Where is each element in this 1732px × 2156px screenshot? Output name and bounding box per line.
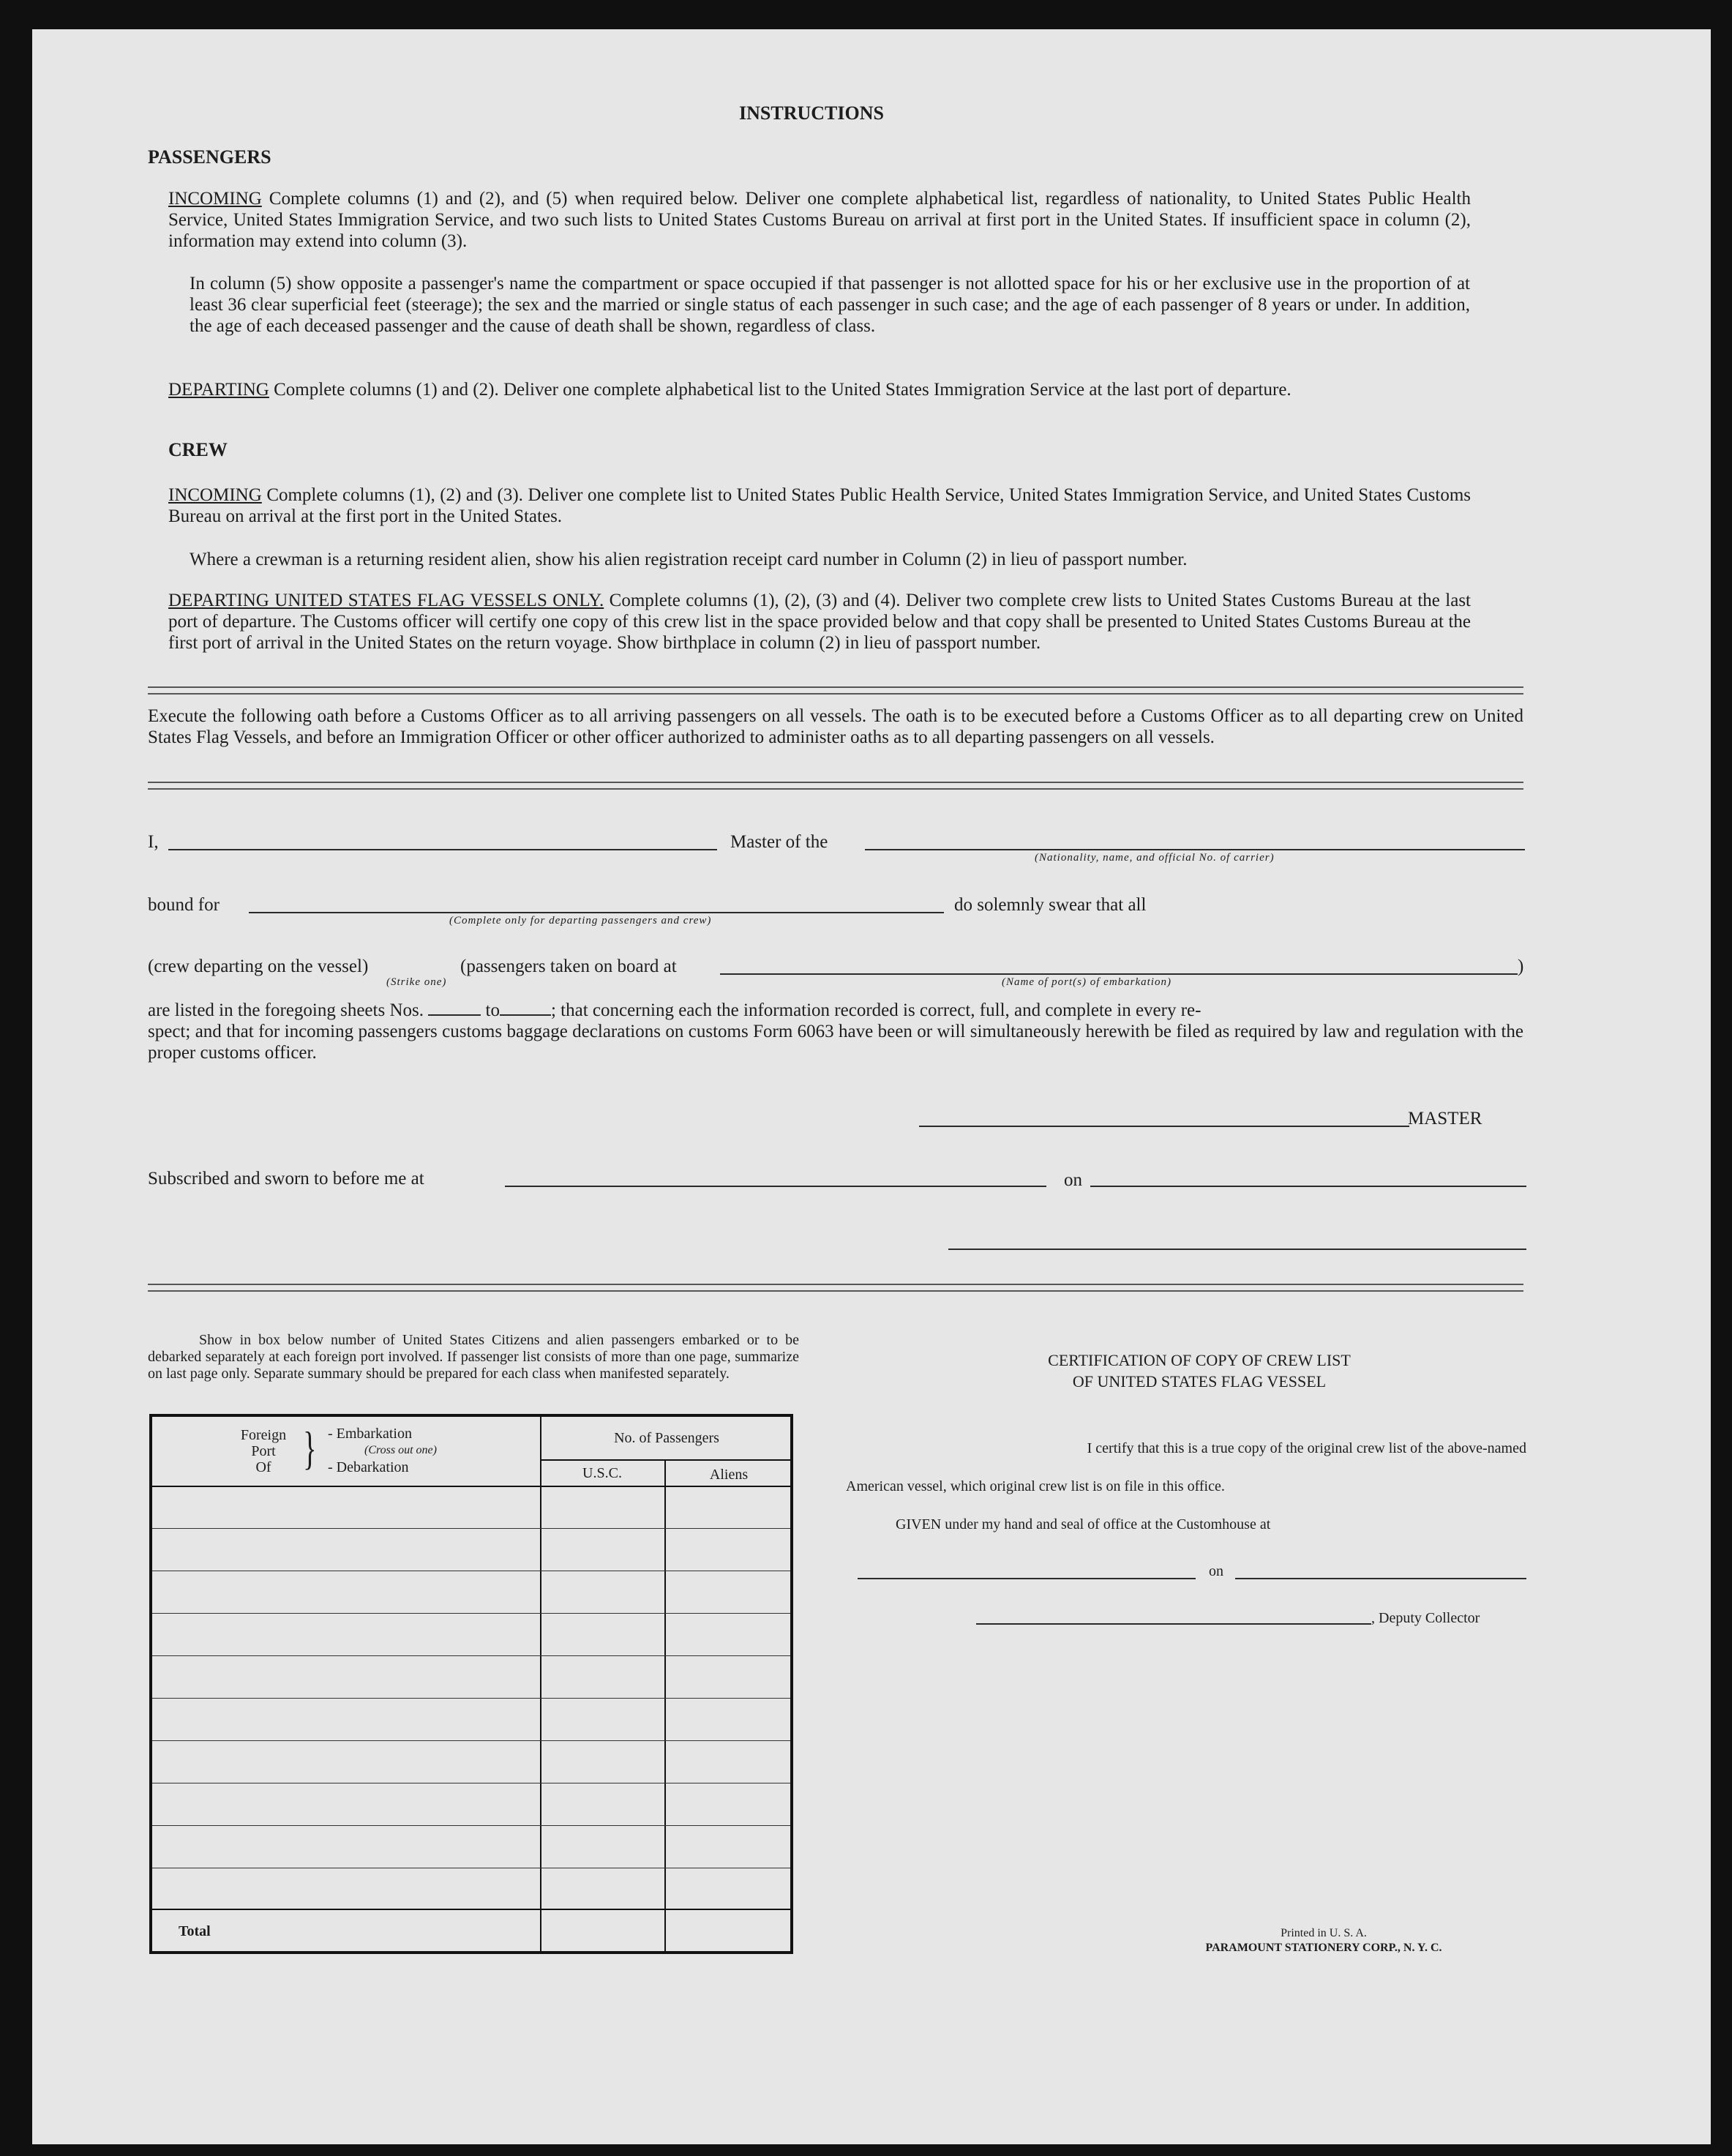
form-sheet xyxy=(32,29,1711,2144)
certification-text-1: I certify that this is a true copy of the original crew list of the above-named xyxy=(1087,1440,1526,1456)
cross-out-hint: (Cross out one) xyxy=(364,1444,437,1456)
nationality-hint: (Nationality, name, and official No. of carrier) xyxy=(1035,852,1275,864)
master-signature-field[interactable] xyxy=(919,1126,1409,1127)
passenger-summary-table xyxy=(149,1414,793,1954)
strike-one-hint: (Strike one) xyxy=(386,976,447,988)
deputy-collector-label: , Deputy Collector xyxy=(1371,1610,1480,1626)
passengers-departing-paragraph: DEPARTING Complete columns (1) and (2). Deliver one complete alphabetical list to the United States Immigration Service at the last port of departure. xyxy=(168,380,1291,400)
master-of-the-label: Master of the xyxy=(730,832,828,852)
printer-mark: Printed in U. S. A. PARAMOUNT STATIONERY CORP., N. Y. C. xyxy=(1205,1927,1442,1954)
table-row xyxy=(152,1528,790,1529)
embarkation-ports-field[interactable] xyxy=(720,973,1518,975)
table-row xyxy=(152,1740,790,1741)
table-row xyxy=(152,1698,790,1699)
foreign-port-of-label: Foreign Port Of xyxy=(240,1427,287,1475)
officer-signature-field[interactable] xyxy=(948,1249,1526,1250)
i-label: I, xyxy=(148,832,159,852)
table-row xyxy=(152,1825,790,1826)
ports-hint: (Name of port(s) of embarkation) xyxy=(1002,976,1171,988)
sheet-from-field[interactable] xyxy=(428,1004,481,1016)
passengers-heading: PASSENGERS xyxy=(148,146,271,168)
certification-title: CERTIFICATION OF COPY OF CREW LIST OF UNITED STATES FLAG VESSEL xyxy=(1048,1351,1351,1390)
on-label: on xyxy=(1064,1170,1082,1190)
instructions-title: INSTRUCTIONS xyxy=(739,102,884,124)
bound-for-field[interactable] xyxy=(249,912,944,913)
departing-us-flag-label: DEPARTING UNITED STATES FLAG VESSELS ONLY. xyxy=(168,591,604,610)
column-divider xyxy=(664,1461,666,1951)
sworn-place-field[interactable] xyxy=(505,1186,1046,1187)
bound-for-label: bound for xyxy=(148,895,220,915)
no-of-passengers-header: No. of Passengers xyxy=(614,1430,719,1446)
table-row xyxy=(152,1486,790,1487)
total-row xyxy=(152,1909,790,1910)
listed-rest: spect; and that for incoming passengers customs baggage declarations on customs Form 6063 have been or will simultaneously herewith be filed as required by law and regulation with the proper customs officer. xyxy=(148,1022,1523,1063)
passengers-incoming-paragraph: INCOMING Complete columns (1) and (2), and (5) when required below. Deliver one complete alphabetical list, regardless of nationality, to United States Public Health Service, United States Immigration Service, and two such lists to United States Customs Bureau on arrival at first port in the United States. If insufficient space in column (2), information may extend into column (3). xyxy=(168,189,1471,251)
crew-incoming-label: INCOMING xyxy=(168,485,262,505)
divider xyxy=(148,782,1523,790)
sheet-to-field[interactable] xyxy=(500,1004,551,1016)
customhouse-field[interactable] xyxy=(858,1578,1196,1579)
divider xyxy=(148,1284,1523,1292)
crew-heading: CREW xyxy=(168,439,228,460)
table-row xyxy=(152,1613,790,1614)
table-row xyxy=(152,1655,790,1656)
certification-date-field[interactable] xyxy=(1235,1578,1526,1579)
total-label: Total xyxy=(179,1923,211,1939)
embarkation-option: - Embarkation xyxy=(328,1426,412,1442)
column-divider xyxy=(540,1417,541,1951)
brace-icon: } xyxy=(303,1422,317,1474)
subscribed-label: Subscribed and sworn to before me at xyxy=(148,1169,424,1189)
certification-text-2: American vessel, which original crew list is on file in this office. xyxy=(846,1478,1225,1494)
sworn-date-field[interactable] xyxy=(1090,1186,1526,1187)
divider xyxy=(148,686,1523,695)
certification-text-3: GIVEN under my hand and seal of office at the Customhouse at xyxy=(896,1516,1271,1532)
oath-intro: Execute the following oath before a Customs Officer as to all arriving passengers on all vessels. The oath is to be executed before a Customs Officer as to all departing crew on United States Flag Vessels, and before an Immigration Officer or other officer authorized to administer oaths as to all departing passengers on all vessels. xyxy=(148,706,1523,747)
master-name-field[interactable] xyxy=(168,849,717,850)
incoming-label: INCOMING xyxy=(168,189,262,209)
passengers-taken-option: (passengers taken on board at xyxy=(460,957,677,976)
carrier-field[interactable] xyxy=(865,849,1525,850)
complete-only-hint: (Complete only for departing passengers and crew) xyxy=(449,915,712,927)
deputy-collector-signature-field[interactable] xyxy=(976,1623,1371,1625)
listed-line: are listed in the foregoing sheets Nos. to ; that concerning each the information recorded is correct, full, and complete in every re- xyxy=(148,1000,1201,1020)
summary-instructions: Show in box below number of United States Citizens and alien passengers embarked or to be debarked separately at each foreign port involved. If passenger list consists of more than one page, summarize on last page only. Separate summary should be prepared for each class when manifested separately. xyxy=(148,1332,799,1382)
swear-text: do solemnly swear that all xyxy=(954,895,1147,915)
header-subline xyxy=(540,1459,793,1461)
certification-on-label: on xyxy=(1209,1563,1223,1579)
crew-resident-paragraph: Where a crewman is a returning resident alien, show his alien registration receipt card number in Column (2) in lieu of passport number. xyxy=(190,550,1188,569)
column5-paragraph: In column (5) show opposite a passenger's name the compartment or space occupied if that passenger is not allotted space for his or her exclusive use in the proportion of at least 36 clear superficial feet (steerage); the sex and the married or single status of each passenger in such case; and the age of each passenger of 8 years or under. In addition, the age of each deceased passenger and the cause of death shall be shown, regardless of class. xyxy=(190,274,1470,336)
crew-departing-paragraph: DEPARTING UNITED STATES FLAG VESSELS ONLY. Complete columns (1), (2), (3) and (4). Deliver two complete crew lists to United States Customs Bureau at the last port of departure. The Customs officer will certify one copy of this crew list in the space provided below and that copy shall be presented to United States Customs Bureau at the first port of arrival in the United States on the return voyage. Show birthplace in column (2) in lieu of passport number. xyxy=(168,591,1472,653)
departing-label: DEPARTING xyxy=(168,380,269,400)
debarkation-option: - Debarkation xyxy=(328,1459,409,1475)
usc-header: U.S.C. xyxy=(582,1465,622,1481)
aliens-header: Aliens xyxy=(709,1467,749,1483)
crew-departing-option: (crew departing on the vessel) xyxy=(148,957,369,976)
crew-incoming-paragraph: INCOMING Complete columns (1), (2) and (3). Deliver one complete list to United States Public Health Service, United States Immigration Service, and United States Customs Bureau on arrival at the first port in the United States. xyxy=(168,485,1471,526)
close-paren: ) xyxy=(1518,957,1524,976)
master-label: MASTER xyxy=(1408,1109,1482,1128)
